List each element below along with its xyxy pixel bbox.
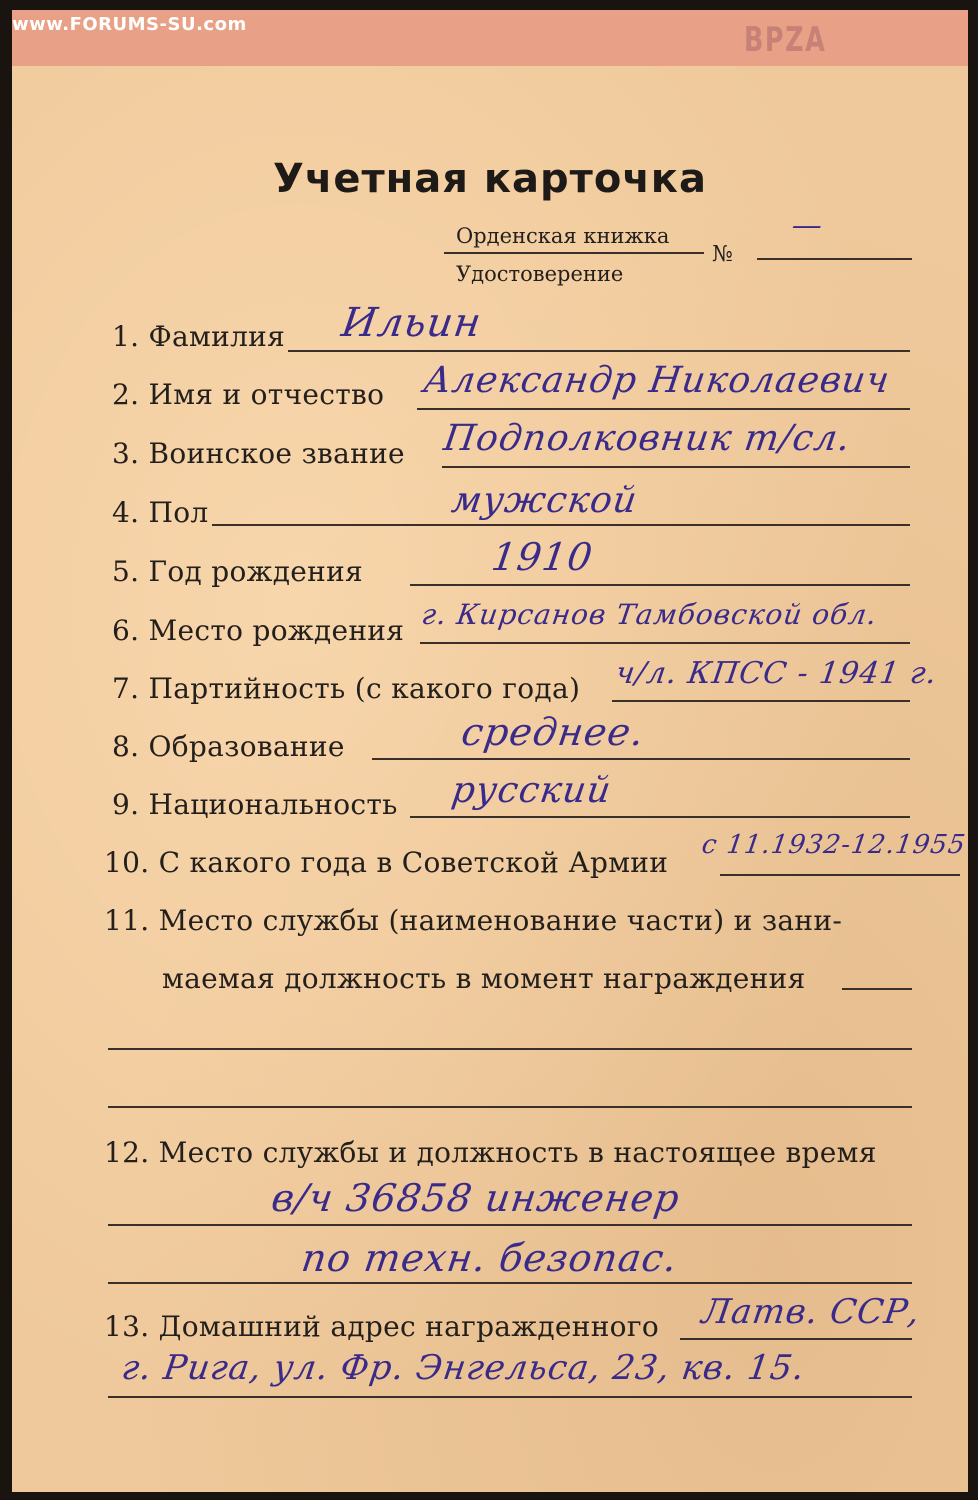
field-line-service-extra-2 [108,1106,912,1108]
field-label-birthplace: 6. Место рождения [112,614,405,647]
number-value: — [789,208,826,243]
field-line-army-since [720,874,960,876]
card-title: Учетная карточка [273,156,707,202]
field-line-birth-year [410,584,910,586]
number-sign: № [712,242,733,267]
field-label-party: 7. Партийность (с какого года) [112,672,581,705]
field-label-rank: 3. Воинское звание [112,437,405,470]
current-service-line1: в/ч 36858 инженер [268,1176,683,1220]
field-label-army-since: 10. С какого года в Советской Армии [104,846,669,879]
field-line-current-1 [108,1224,912,1226]
field-line-address-2 [108,1396,912,1398]
certificate-label: Удостоверение [456,262,624,286]
field-label-service-position: маемая должность в момент награждения [162,962,806,995]
field-value-education: среднее. [458,710,648,754]
field-label-surname: 1. Фамилия [112,320,286,353]
address-line2: г. Рига, ул. Фр. Энгельса, 23, кв. 15. [119,1348,808,1388]
field-line-service-position [842,988,912,990]
field-label-education: 8. Образование [112,730,345,763]
watermark-text: www.FORUMS-SU.com [12,14,247,35]
field-value-surname: Ильин [338,300,485,346]
field-line-service-extra-1 [108,1048,912,1050]
field-label-birth-year: 5. Год рождения [112,555,363,588]
field-line-surname [288,350,910,352]
field-label-name: 2. Имя и отчество [112,378,385,411]
field-line-name [417,408,910,410]
archive-stamp: BPZA [744,20,827,60]
current-service-line2: по техн. безопас. [298,1236,681,1280]
field-value-birth-year: 1910 [488,535,596,579]
field-label-home-address: 13. Домашний адрес награжденного [104,1310,659,1343]
field-line-current-2 [108,1282,912,1284]
award-record-card [12,10,968,1492]
number-underline [757,258,912,260]
field-line-sex [212,524,910,526]
field-value-birthplace: г. Кирсанов Тамбовской обл. [419,598,880,631]
field-line-rank [442,466,910,468]
field-value-nationality: русский [449,770,615,811]
field-line-education [372,758,910,760]
field-label-sex: 4. Пол [112,496,209,529]
field-value-army-since: с 11.1932-12.1955 [699,830,968,860]
order-book-label: Орденская книжка [456,224,670,248]
field-line-nationality [410,816,910,818]
field-label-current-service: 12. Место службы и должность в настоящее время [104,1136,877,1169]
field-value-rank: Подполковник т/сл. [441,418,854,459]
field-value-party: ч/л. КПСС - 1941 г. [613,656,940,691]
field-value-sex: мужской [449,480,641,521]
field-label-nationality: 9. Национальность [112,788,398,821]
book-divider [444,252,704,254]
field-line-home-address [680,1338,912,1340]
field-line-party [612,700,910,702]
field-value-home-address: Латв. ССР, [699,1292,923,1332]
field-value-name: Александр Николаевич [421,360,893,401]
field-line-birthplace [420,642,910,644]
field-label-service-place: 11. Место службы (наименование части) и зани- [104,904,843,937]
